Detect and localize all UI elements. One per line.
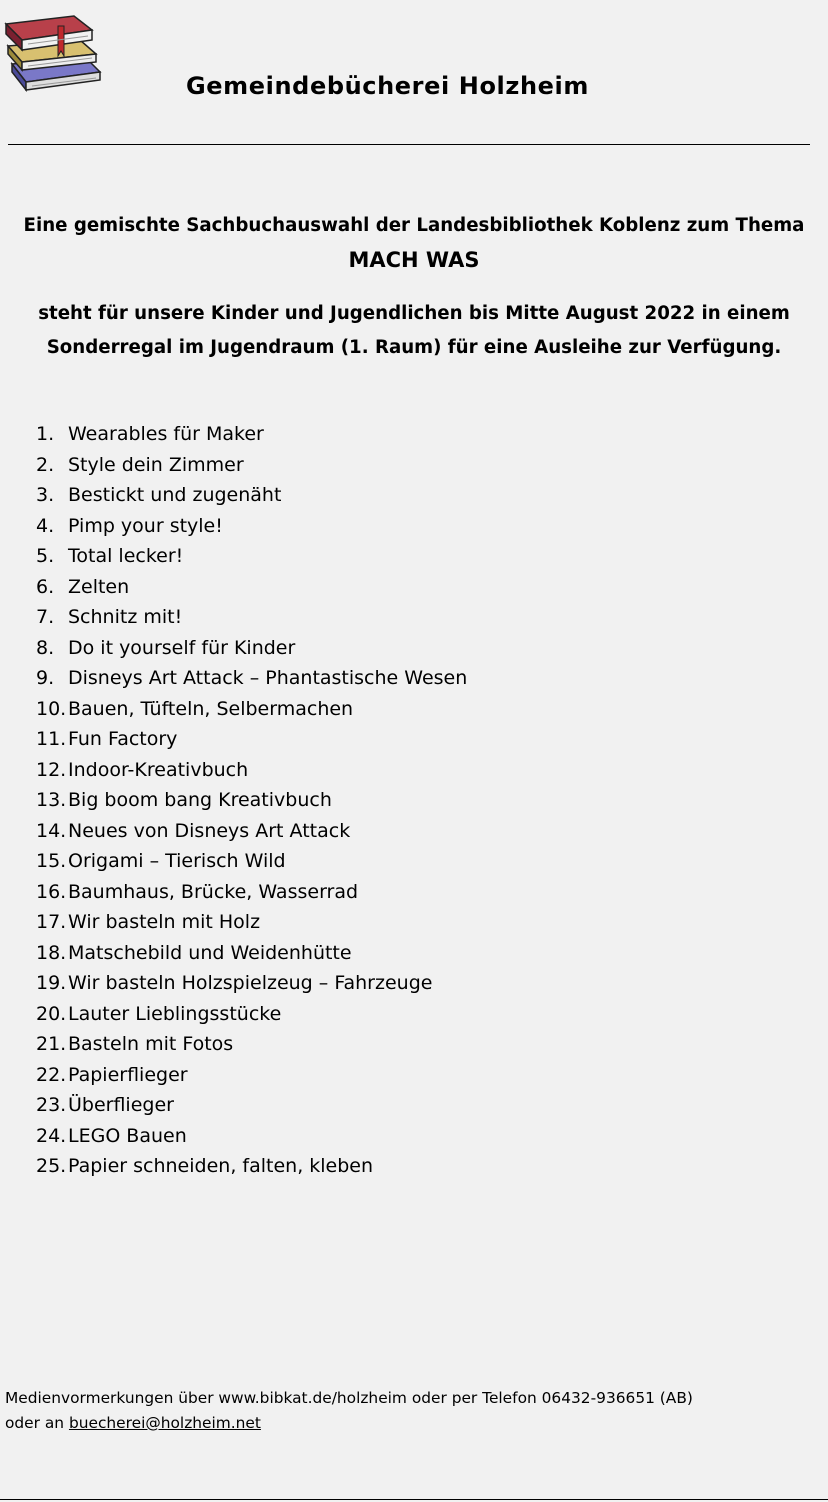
- list-item: [36, 968, 467, 999]
- list-item: [36, 816, 467, 847]
- book-title: Papier schneiden, falten, kleben: [68, 1155, 374, 1177]
- book-title: Origami – Tierisch Wild: [68, 850, 286, 872]
- book-title: Überflieger: [68, 1094, 174, 1116]
- list-item: [36, 785, 467, 816]
- topic-title: MACH WAS: [348, 248, 480, 272]
- list-item-number: 25.: [36, 1155, 67, 1177]
- list-item: [36, 1151, 467, 1182]
- book-title: Style dein Zimmer: [68, 453, 244, 476]
- list-item: [36, 1121, 467, 1152]
- book-title: Lauter Lieblingsstücke: [68, 1002, 282, 1025]
- list-item: [36, 633, 467, 664]
- book-title: Disneys Art Attack – Phantastische Wesen: [68, 667, 468, 689]
- announcement-intro-text: Eine gemischte Sachbuchauswahl der Landesbibliothek Koblenz zum Thema: [23, 215, 805, 236]
- list-item: [36, 1060, 467, 1091]
- availability-line-1: steht für unsere Kinder und Jugendlichen bis Mitte August 2022 in einem: [38, 303, 790, 324]
- book-title: Wir basteln Holzspielzeug – Fahrzeuge: [68, 972, 433, 994]
- list-item-number: 18.: [36, 941, 67, 964]
- list-item: [36, 450, 467, 481]
- list-item-number: 1.: [36, 423, 55, 445]
- book-title: Indoor-Kreativbuch: [68, 758, 249, 781]
- list-item: [36, 1090, 467, 1121]
- list-item: [36, 602, 467, 633]
- list-item: [36, 541, 467, 572]
- book-title: Wir basteln mit Holz: [68, 911, 261, 933]
- book-title: Neues von Disneys Art Attack: [68, 819, 351, 842]
- book-title: Bauen, Tüfteln, Selbermachen: [68, 697, 354, 720]
- book-title: Wearables für Maker: [68, 423, 264, 445]
- list-item-number: 5.: [36, 545, 55, 567]
- list-item-number: 24.: [36, 1124, 67, 1147]
- stack-of-books-icon: [2, 2, 114, 94]
- list-item: [36, 1029, 467, 1060]
- list-item-number: 10.: [36, 697, 67, 720]
- book-title: Pimp your style!: [68, 514, 223, 537]
- book-title: LEGO Bauen: [68, 1124, 187, 1147]
- list-item: [36, 511, 467, 542]
- list-item-number: 19.: [36, 972, 67, 994]
- list-item-number: 9.: [36, 667, 55, 689]
- list-item-number: 21.: [36, 1033, 67, 1055]
- email-link[interactable]: buecherei@holzheim.net: [68, 1414, 261, 1432]
- list-item-number: 14.: [36, 819, 67, 842]
- book-title: Basteln mit Fotos: [68, 1033, 234, 1055]
- list-item-number: 8.: [36, 636, 55, 659]
- book-title: Do it yourself für Kinder: [68, 636, 296, 659]
- book-title: Bestickt und zugenäht: [68, 484, 282, 506]
- list-item-number: 13.: [36, 789, 67, 811]
- reservation-info: [5, 1386, 693, 1436]
- list-item-number: 12.: [36, 758, 67, 781]
- book-title: Big boom bang Kreativbuch: [68, 789, 332, 811]
- availability-note: [0, 297, 828, 365]
- list-item-number: 11.: [36, 728, 67, 750]
- list-item: [36, 480, 467, 511]
- header-divider: [8, 144, 810, 145]
- book-title: Matschebild und Weidenhütte: [68, 941, 352, 964]
- list-item: [36, 419, 467, 450]
- list-item-number: 3.: [36, 484, 55, 506]
- book-title: Fun Factory: [68, 728, 178, 750]
- library-title: Gemeindebücherei Holzheim: [186, 72, 589, 100]
- list-item: [36, 999, 467, 1030]
- list-item-number: 6.: [36, 575, 55, 598]
- list-item: [36, 755, 467, 786]
- list-item-number: 4.: [36, 514, 55, 537]
- list-item: [36, 907, 467, 938]
- list-item: [36, 938, 467, 969]
- book-title: Baumhaus, Brücke, Wasserrad: [68, 880, 359, 903]
- list-item: [36, 572, 467, 603]
- list-item: [36, 694, 467, 725]
- reservation-info-prefix: oder an: [5, 1414, 69, 1432]
- book-title: Total lecker!: [68, 545, 184, 567]
- list-item: [36, 724, 467, 755]
- book-title: Papierflieger: [68, 1063, 188, 1086]
- book-list: [36, 419, 467, 1182]
- availability-line-2: Sonderregal im Jugendraum (1. Raum) für eine Ausleihe zur Verfügung.: [46, 337, 782, 358]
- book-title: Zelten: [68, 575, 130, 598]
- footer-divider: [0, 1499, 828, 1500]
- list-item-number: 2.: [36, 453, 55, 476]
- list-item-number: 20.: [36, 1002, 67, 1025]
- list-item: [36, 877, 467, 908]
- list-item-number: 15.: [36, 850, 67, 872]
- list-item-number: 17.: [36, 911, 67, 933]
- list-item-number: 23.: [36, 1094, 67, 1116]
- list-item-number: 22.: [36, 1063, 67, 1086]
- list-item: [36, 663, 467, 694]
- list-item-number: 7.: [36, 606, 55, 628]
- reservation-info-line-1: Medienvormerkungen über www.bibkat.de/holzheim oder per Telefon 06432-936651 (AB): [5, 1389, 693, 1407]
- list-item-number: 16.: [36, 880, 67, 903]
- announcement-intro: [0, 209, 828, 279]
- list-item: [36, 846, 467, 877]
- book-title: Schnitz mit!: [68, 606, 183, 628]
